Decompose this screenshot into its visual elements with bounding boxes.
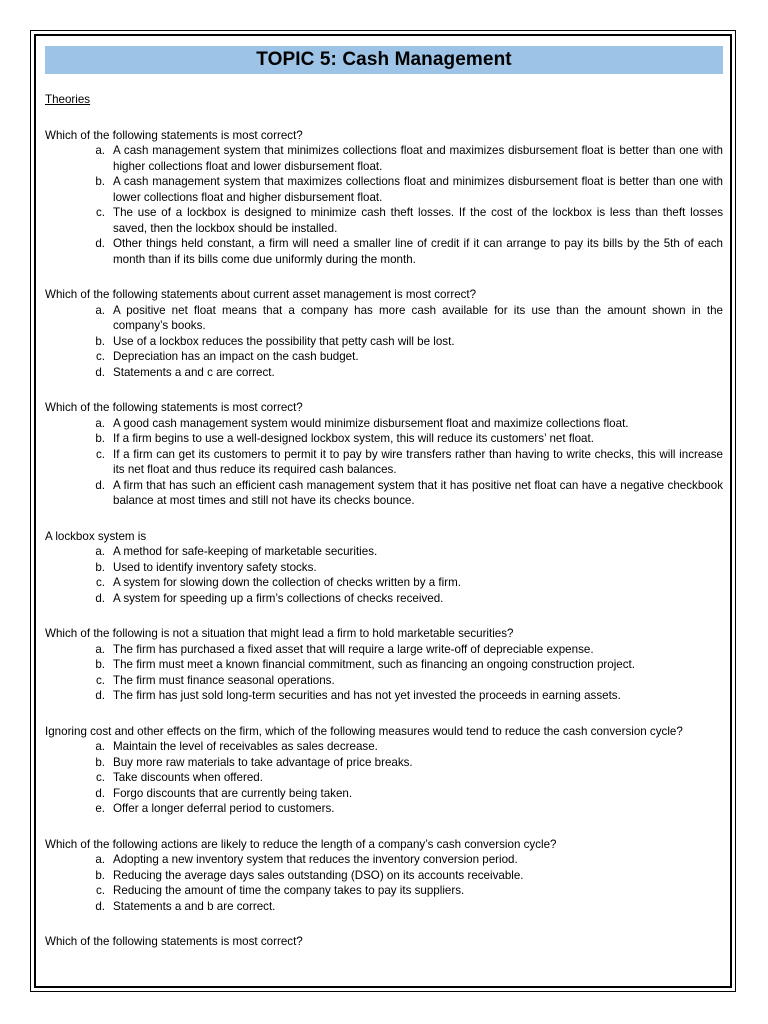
answer-option <box>45 899 723 915</box>
option-text: Reducing the average days sales outstanding (DSO) on its accounts receivable. <box>113 868 524 882</box>
option-letter: a. <box>95 642 105 656</box>
option-text: The use of a lockbox is designed to minimize cash theft losses. If the cost of the lockbox is less than theft losses saved, then the lockbox should be installed. <box>113 206 723 235</box>
answer-option <box>45 544 723 560</box>
option-text: Statements a and b are correct. <box>113 899 276 913</box>
option-letter: a. <box>95 740 105 753</box>
answer-option <box>45 673 723 689</box>
option-letter: d. <box>95 899 105 913</box>
option-letter: b. <box>95 175 105 188</box>
option-letter: d. <box>95 786 105 800</box>
answer-option <box>45 688 723 704</box>
option-text: Used to identify inventory safety stocks. <box>113 560 317 574</box>
option-letter: d. <box>95 591 105 605</box>
question-block <box>45 837 723 915</box>
option-letter: d. <box>95 689 105 702</box>
option-letter: b. <box>95 755 105 769</box>
question-list <box>45 128 723 950</box>
answer-option <box>45 431 723 447</box>
option-letter: b. <box>95 432 105 445</box>
answer-option <box>45 334 723 350</box>
question-block <box>45 529 723 607</box>
answer-option <box>45 143 723 174</box>
option-text: The firm must finance seasonal operations. <box>113 673 335 687</box>
option-letter: a. <box>95 144 105 157</box>
option-text: The firm must meet a known financial commitment, such as financing an ongoing construction project. <box>113 658 635 671</box>
answer-option <box>45 303 723 334</box>
option-letter: b. <box>95 868 105 882</box>
option-text: A cash management system that minimizes collections float and maximizes disbursement float is better than one with higher collections float and lower disbursement float. <box>113 144 723 173</box>
question-stem: Which of the following statements is most correct? <box>45 401 303 414</box>
answer-option <box>45 205 723 236</box>
option-text: Other things held constant, a firm will need a smaller line of credit if it can arrange to pay its bills by the 5th of each month than if its bills come due uniformly during the month. <box>113 237 723 266</box>
document-content <box>45 46 723 950</box>
question-stem: Which of the following statements is most correct? <box>45 935 303 948</box>
option-text: A good cash management system would minimize disbursement float and maximize collections float. <box>113 416 629 430</box>
answer-option <box>45 642 723 658</box>
option-text: Forgo discounts that are currently being taken. <box>113 786 353 800</box>
option-list <box>45 416 723 509</box>
option-letter: c. <box>95 447 105 461</box>
option-letter: c. <box>95 673 105 687</box>
option-text: Maintain the level of receivables as sales decrease. <box>113 740 378 753</box>
answer-option <box>45 868 723 884</box>
option-text: Use of a lockbox reduces the possibility that petty cash will be lost. <box>113 334 455 348</box>
question-block <box>45 724 723 817</box>
option-list <box>45 303 723 381</box>
option-text: If a firm can get its customers to permit it to pay by wire transfers rather than having to write checks, this will increase its net float and thus reduce its required cash balances. <box>113 447 723 476</box>
answer-option <box>45 478 723 509</box>
question-block <box>45 934 723 950</box>
answer-option <box>45 560 723 576</box>
option-letter: a. <box>95 416 105 430</box>
option-letter: b. <box>95 334 105 348</box>
option-text: A cash management system that maximizes collections float and minimizes disbursement float is better than one with lower collections float and higher disbursement float. <box>113 175 723 204</box>
option-text: Reducing the amount of time the company takes to pay its suppliers. <box>113 884 465 897</box>
option-text: Buy more raw materials to take advantage of price breaks. <box>113 755 413 769</box>
answer-option <box>45 575 723 591</box>
option-text: A method for safe-keeping of marketable securities. <box>113 545 378 558</box>
answer-option <box>45 349 723 365</box>
question-block <box>45 128 723 268</box>
question-stem: Which of the following statements is most correct? <box>45 128 303 142</box>
answer-option <box>45 174 723 205</box>
option-list <box>45 739 723 817</box>
answer-option <box>45 883 723 899</box>
option-letter: a. <box>95 303 105 317</box>
option-letter: d. <box>95 365 105 379</box>
option-text: Depreciation has an impact on the cash budget. <box>113 350 359 363</box>
option-letter: b. <box>95 658 105 671</box>
option-list <box>45 143 723 267</box>
option-letter: e. <box>95 802 105 815</box>
question-stem: Which of the following actions are likely to reduce the length of a company’s cash conversion cycle? <box>45 837 557 851</box>
option-list <box>45 642 723 704</box>
option-text: Take discounts when offered. <box>113 771 263 784</box>
option-list <box>45 544 723 606</box>
option-letter: c. <box>95 350 105 363</box>
question-block <box>45 287 723 380</box>
answer-option <box>45 591 723 607</box>
option-text: The firm has purchased a fixed asset that will require a large write-off of depreciable expense. <box>113 642 594 656</box>
question-block <box>45 626 723 704</box>
answer-option <box>45 801 723 817</box>
option-text: A firm that has such an efficient cash management system that it has positive net float can have a negative checkbook balance at most times and still not have its checks bounce. <box>113 478 723 507</box>
option-letter: b. <box>95 560 105 574</box>
option-text: If a firm begins to use a well-designed lockbox system, this will reduce its customers’ net float. <box>113 432 594 445</box>
option-text: A system for speeding up a firm’s collections of checks received. <box>113 591 444 605</box>
option-letter: a. <box>95 853 105 866</box>
question-stem: Which of the following is not a situation that might lead a firm to hold marketable securities? <box>45 627 514 640</box>
answer-option <box>45 416 723 432</box>
answer-option <box>45 739 723 755</box>
answer-option <box>45 755 723 771</box>
option-text: Statements a and c are correct. <box>113 365 275 379</box>
answer-option <box>45 852 723 868</box>
option-letter: d. <box>95 237 105 250</box>
option-letter: c. <box>95 576 105 589</box>
answer-option <box>45 786 723 802</box>
option-text: The firm has just sold long-term securities and has not yet invested the proceeds in earning assets. <box>113 689 621 702</box>
option-letter: a. <box>95 545 105 558</box>
option-text: Adopting a new inventory system that reduces the inventory conversion period. <box>113 853 518 866</box>
question-block <box>45 400 723 509</box>
answer-option <box>45 447 723 478</box>
option-text: A positive net float means that a company has more cash available for its use than the amount shown in the company’s books. <box>113 303 723 332</box>
option-letter: d. <box>95 478 105 492</box>
answer-option <box>45 657 723 673</box>
option-letter: c. <box>95 206 105 219</box>
option-text: Offer a longer deferral period to customers. <box>113 802 335 815</box>
answer-option <box>45 236 723 267</box>
answer-option <box>45 365 723 381</box>
question-stem: Ignoring cost and other effects on the firm, which of the following measures would tend to reduce the cash conversion cycle? <box>45 724 683 738</box>
section-heading: Theories <box>45 93 91 106</box>
question-stem: Which of the following statements about current asset management is most correct? <box>45 288 477 301</box>
answer-option <box>45 770 723 786</box>
option-letter: c. <box>95 884 105 897</box>
option-list <box>45 852 723 914</box>
question-stem: A lockbox system is <box>45 529 147 543</box>
option-text: A system for slowing down the collection of checks written by a firm. <box>113 576 461 589</box>
option-letter: c. <box>95 771 105 784</box>
topic-title: TOPIC 5: Cash Management <box>45 46 723 74</box>
